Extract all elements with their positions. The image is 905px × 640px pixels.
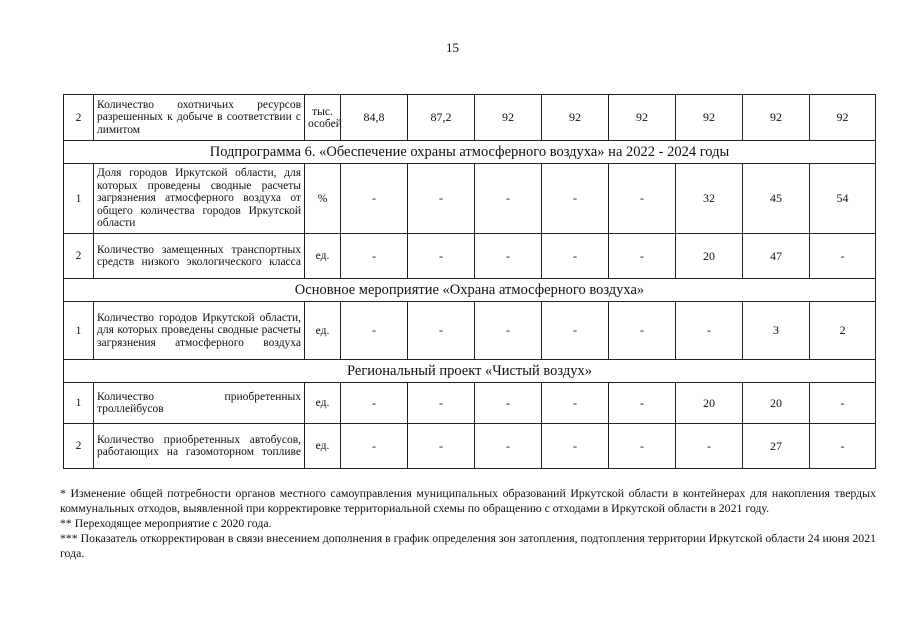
table-row (64, 383, 876, 424)
value-cell: 20 (676, 383, 743, 424)
value-cell: - (542, 383, 609, 424)
section-title: Подпрограмма 6. «Обеспечение охраны атмосферного воздуха» на 2022 - 2024 годы (64, 141, 876, 164)
value-cell: 3 (743, 302, 810, 360)
value-cell: - (810, 234, 876, 279)
footnote-1: * Изменение общей потребности органов местного самоуправления муниципальных образований Иркутской области в контейнерах для накопления твердых коммунальных отходов, выявленной при корректировке территориальной схемы по обращению с отходами в Иркутской области в 2021 году. (60, 486, 876, 515)
footnote-3: *** Показатель откорректирован в связи внесением дополнения в график определения зон затопления, подтопления территории Иркутской области 24 июня 2021 года. (60, 531, 876, 560)
value-cell: - (542, 302, 609, 360)
value-cell: - (408, 164, 475, 234)
value-cell: - (810, 383, 876, 424)
section-title: Основное мероприятие «Охрана атмосферного воздуха» (64, 279, 876, 302)
value-cell: - (408, 424, 475, 469)
value-cell: - (542, 424, 609, 469)
unit-cell: % (305, 164, 341, 234)
indicator-name: Количество городов Иркутской области, для которых проведены сводные расчеты загрязнения атмосферного воздуха (94, 302, 305, 360)
value-cell: - (609, 302, 676, 360)
table-row (64, 302, 876, 360)
value-cell: 92 (609, 95, 676, 141)
value-cell: - (341, 383, 408, 424)
value-cell: 92 (743, 95, 810, 141)
section-row (64, 360, 876, 383)
value-cell: - (341, 302, 408, 360)
value-cell: 92 (542, 95, 609, 141)
row-number: 1 (64, 164, 94, 234)
value-cell: - (609, 234, 676, 279)
table-row (64, 95, 876, 141)
value-cell: 84,8 (341, 95, 408, 141)
value-cell: - (810, 424, 876, 469)
value-cell: 87,2 (408, 95, 475, 141)
row-number: 2 (64, 234, 94, 279)
value-cell: - (609, 383, 676, 424)
value-cell: 45 (743, 164, 810, 234)
table-row (64, 424, 876, 469)
indicator-name: Количество приобретенных троллейбусов (94, 383, 305, 424)
table-row (64, 234, 876, 279)
value-cell: - (475, 234, 542, 279)
value-cell: - (609, 424, 676, 469)
section-title: Региональный проект «Чистый воздух» (64, 360, 876, 383)
value-cell: 2 (810, 302, 876, 360)
value-cell: 20 (743, 383, 810, 424)
value-cell: 92 (676, 95, 743, 141)
value-cell: 27 (743, 424, 810, 469)
value-cell: - (475, 302, 542, 360)
value-cell: - (341, 164, 408, 234)
value-cell: 92 (810, 95, 876, 141)
value-cell: - (475, 383, 542, 424)
unit-cell: ед. (305, 234, 341, 279)
value-cell: - (542, 234, 609, 279)
footnotes (60, 486, 876, 561)
unit-cell: ед. (305, 383, 341, 424)
footnote-2: ** Переходящее мероприятие с 2020 года. (60, 516, 272, 530)
value-cell: - (542, 164, 609, 234)
value-cell: - (408, 234, 475, 279)
value-cell: - (408, 383, 475, 424)
value-cell: 54 (810, 164, 876, 234)
row-number: 2 (64, 95, 94, 141)
value-cell: 47 (743, 234, 810, 279)
value-cell: - (475, 164, 542, 234)
section-row (64, 279, 876, 302)
row-number: 2 (64, 424, 94, 469)
indicators-table (63, 94, 876, 469)
value-cell: - (341, 424, 408, 469)
value-cell: - (408, 302, 475, 360)
value-cell: - (676, 302, 743, 360)
value-cell: 32 (676, 164, 743, 234)
row-number: 1 (64, 302, 94, 360)
indicator-name: Количество приобретенных автобусов, работающих на газомоторном топливе (94, 424, 305, 469)
section-row (64, 141, 876, 164)
page-number: 15 (446, 40, 459, 55)
unit-cell: ед. (305, 302, 341, 360)
indicator-name: Доля городов Иркутской области, для которых проведены сводные расчеты загрязнения атмосферного воздуха от общего количества городов Иркутской области (94, 164, 305, 234)
value-cell: - (475, 424, 542, 469)
value-cell: - (676, 424, 743, 469)
value-cell: 20 (676, 234, 743, 279)
row-number: 1 (64, 383, 94, 424)
unit-cell: тыс. особей (305, 95, 341, 141)
value-cell: 92 (475, 95, 542, 141)
indicator-name: Количество охотничьих ресурсов разрешенных к добыче в соответствии с лимитом (94, 95, 305, 141)
table-row (64, 164, 876, 234)
unit-cell: ед. (305, 424, 341, 469)
indicator-name: Количество замещенных транспортных средств низкого экологического класса (94, 234, 305, 279)
value-cell: - (341, 234, 408, 279)
value-cell: - (609, 164, 676, 234)
